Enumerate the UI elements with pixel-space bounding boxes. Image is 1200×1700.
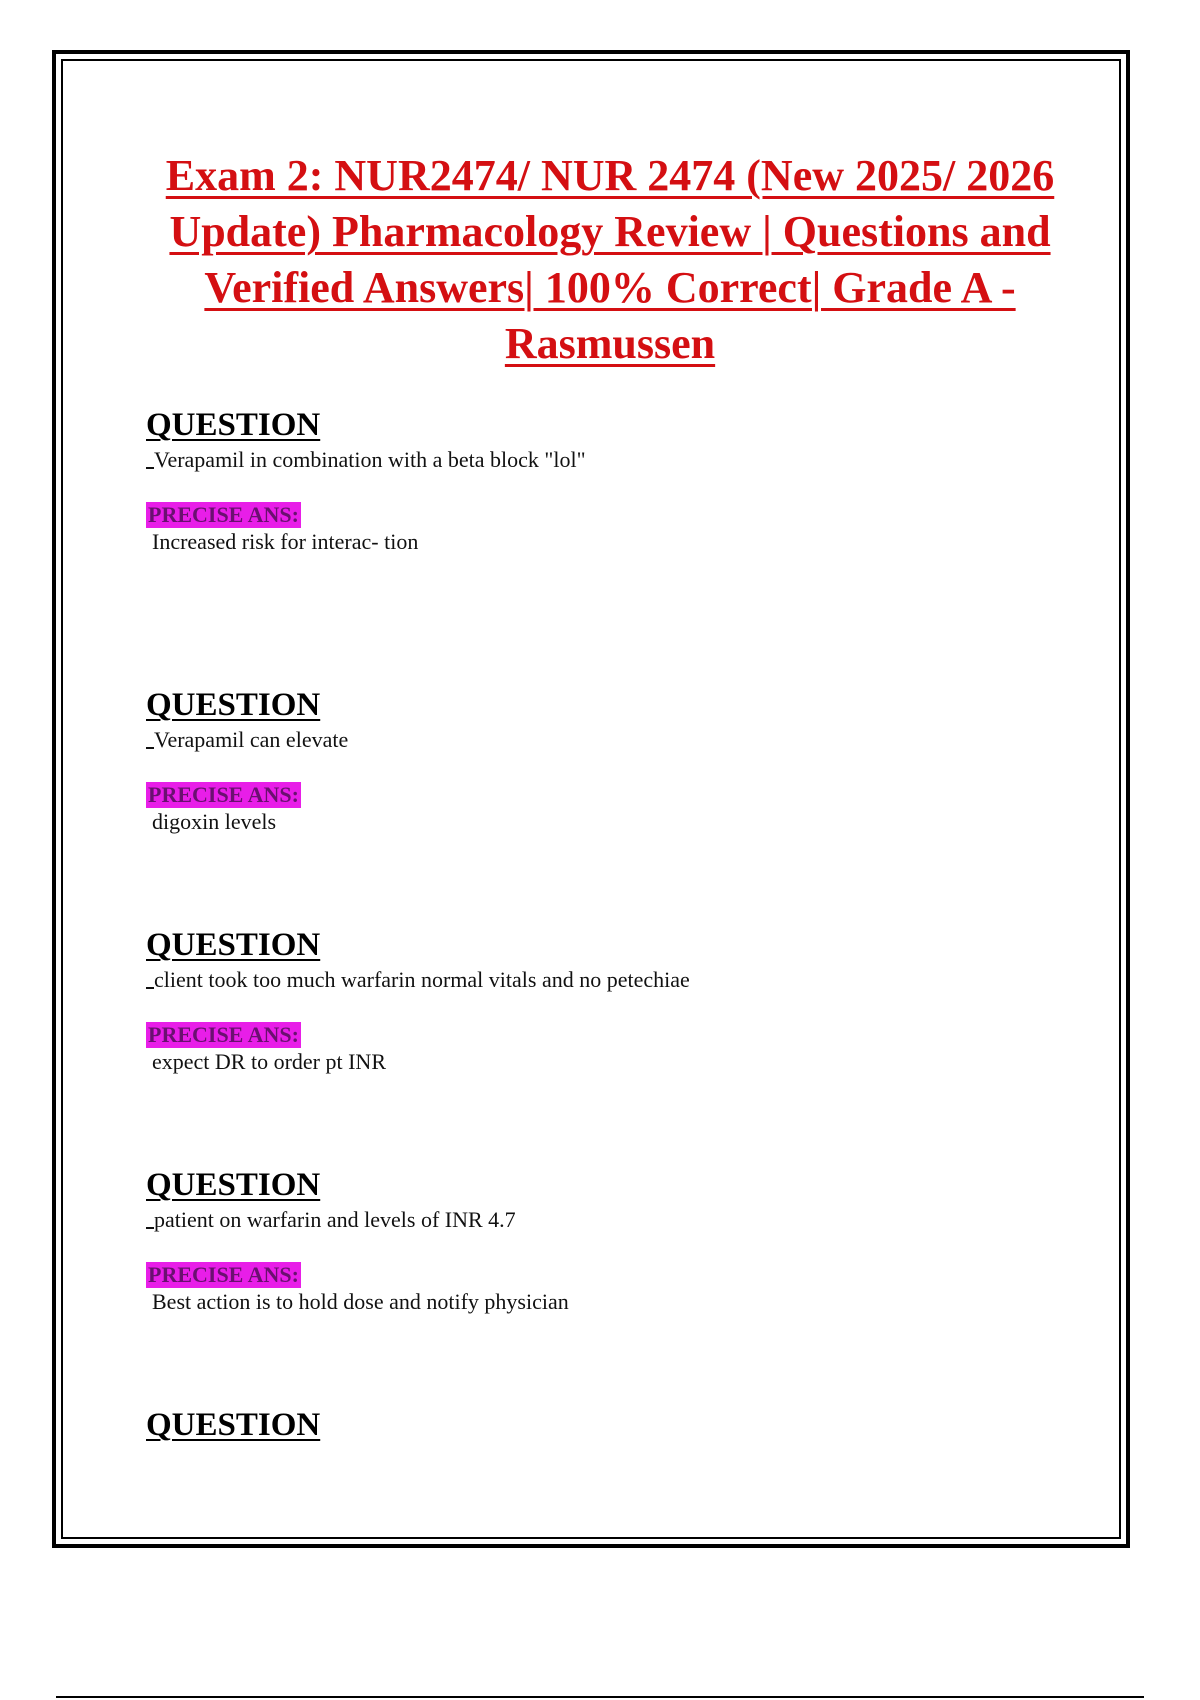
answer-label: PRECISE ANS: [148, 782, 299, 807]
question-dash [146, 455, 154, 469]
question-text: patient on warfarin and levels of INR 4.7 [154, 1207, 516, 1232]
question-text: Verapamil in combination with a beta block "lol" [154, 447, 586, 472]
question-dash [146, 1215, 154, 1229]
answer-label: PRECISE ANS: [148, 1022, 299, 1047]
answer-text: Increased risk for interac- tion [152, 529, 419, 554]
answer-label: PRECISE ANS: [148, 1262, 299, 1287]
question-heading: QUESTION [146, 407, 321, 443]
question-dash [146, 735, 154, 749]
question-text-row [146, 966, 1046, 994]
answer-label: PRECISE ANS: [148, 502, 299, 527]
qa-item [146, 926, 1046, 1076]
answer-text: digoxin levels [152, 809, 277, 834]
question-text-row [146, 446, 1046, 474]
qa-item [146, 686, 1046, 836]
question-text: client took too much warfarin normal vitals and no petechiae [154, 967, 690, 992]
qa-item [146, 1406, 1046, 1444]
qa-item [146, 1166, 1046, 1316]
question-text: Verapamil can elevate [154, 727, 349, 752]
answer-text: Best action is to hold dose and notify physician [152, 1289, 569, 1314]
question-text-row [146, 726, 1046, 754]
answer-text: expect DR to order pt INR [152, 1049, 386, 1074]
question-heading: QUESTION [146, 687, 321, 723]
qa-item [146, 406, 1046, 556]
question-heading: QUESTION [146, 927, 321, 963]
question-text-row [146, 1206, 1046, 1234]
question-heading: QUESTION [146, 1407, 321, 1443]
question-heading: QUESTION [146, 1167, 321, 1203]
question-dash [146, 975, 154, 989]
footer-rule [56, 1696, 1144, 1698]
document-title: Exam 2: NUR2474/ NUR 2474 (New 2025/ 2026 Update) Pharmacology Review | Questions and Verified Answers| 100% Correct| Grade A - Rasmussen [165, 151, 1055, 368]
